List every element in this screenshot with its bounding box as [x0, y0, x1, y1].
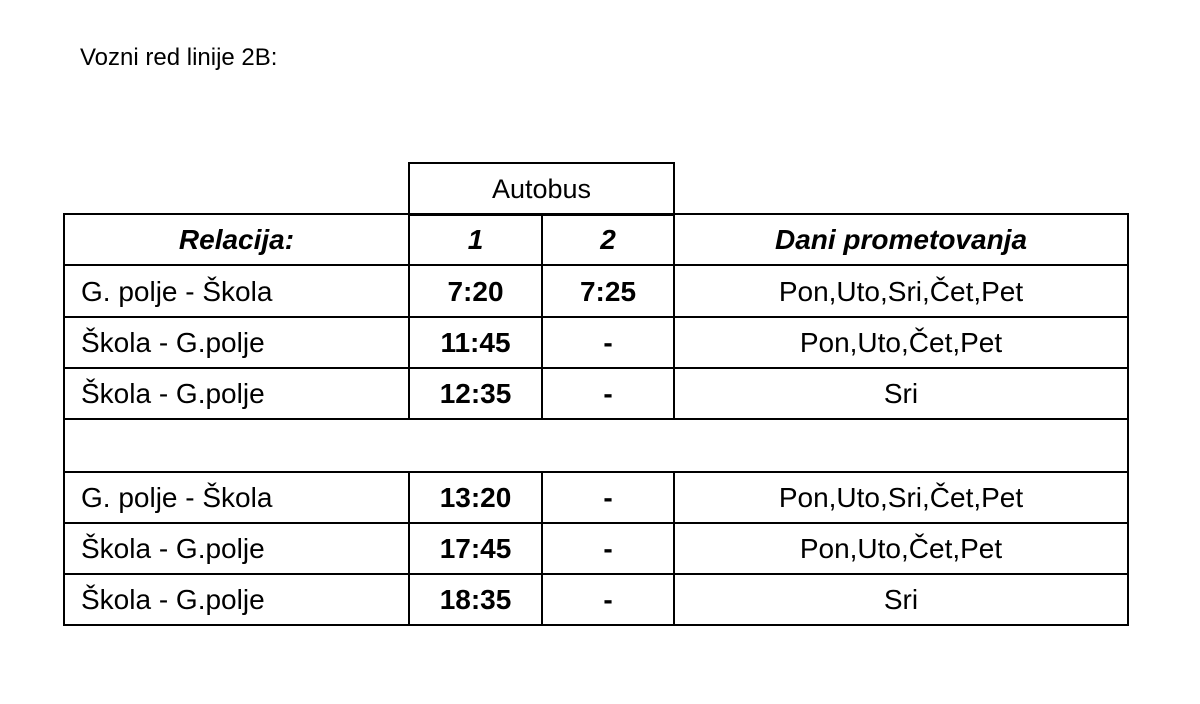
cell-dani: Pon,Uto,Sri,Čet,Pet [778, 482, 1024, 513]
cell-bus-1: 18:35 [439, 584, 512, 615]
cell-bus-2: - [603, 533, 613, 564]
cell-bus-1: 13:20 [439, 482, 512, 513]
header-relacija: Relacija: [178, 224, 295, 255]
cell-dani: Sri [883, 378, 919, 409]
cell-relacija: Škola - G.polje [81, 378, 265, 409]
cell-relacija: Škola - G.polje [81, 327, 265, 358]
cell-relacija: G. polje - Škola [81, 482, 273, 513]
cell-relacija: Škola - G.polje [81, 533, 265, 564]
cell-bus-1: 12:35 [439, 378, 512, 409]
cell-dani: Pon,Uto,Sri,Čet,Pet [778, 275, 1024, 307]
header-bus-1: 1 [467, 224, 484, 255]
cell-bus-2: - [603, 482, 613, 513]
cell-bus-1: 7:20 [447, 275, 504, 307]
cell-bus-1: 11:45 [440, 327, 511, 358]
cell-bus-2: - [603, 378, 613, 409]
cell-dani: Sri [883, 584, 919, 615]
cell-dani: Pon,Uto,Čet,Pet [799, 533, 1003, 564]
cell-bus-2: 7:25 [579, 275, 637, 307]
cell-relacija: Škola - G.polje [81, 584, 265, 615]
header-dani-prometovanja: Dani prometovanja [774, 224, 1028, 255]
header-bus-2: 2 [600, 224, 616, 255]
cell-dani: Pon,Uto,Čet,Pet [799, 327, 1003, 358]
cell-bus-1: 17:45 [439, 533, 512, 564]
cell-relacija: G. polje - Škola [81, 275, 273, 307]
cell-bus-2: - [603, 327, 613, 358]
group-header-autobus: Autobus [408, 162, 675, 216]
cell-bus-2: - [603, 584, 613, 615]
page-title: Vozni red linije 2B: [80, 44, 278, 71]
